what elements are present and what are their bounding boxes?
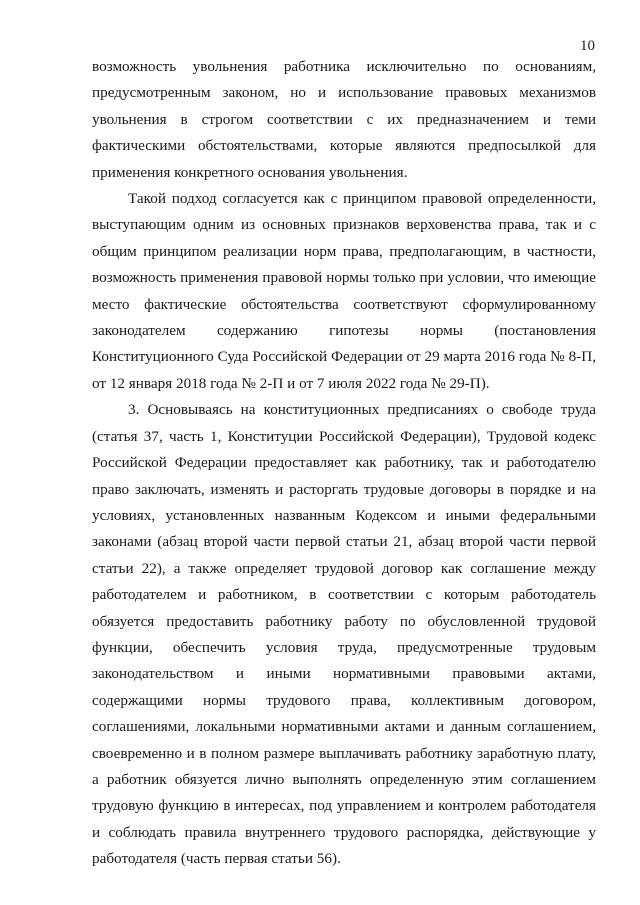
document-body: [92, 54, 596, 873]
paragraph-section-3: 3. Основываясь на конституционных предписаниях о свободе труда (статья 37, часть 1, Конституции Российской Федерации), Трудовой кодекс Российской Федерации предоставляет как работнику, так и работодателю право заключать, изменять и расторгать трудовые договоры в порядке и на условиях, установленных названным Кодексом и иными федеральными законами (абзац второй части первой статьи 21, абзац второй части первой статьи 22), а также определяет трудовой договор как соглашение между работодателем и работником, в соответствии с которым работодатель обязуется предоставить работнику работу по обусловленной трудовой функции, обеспечить условия труда, предусмотренные трудовым законодательством и иными нормативными правовыми актами, содержащими нормы трудового права, коллективным договором, соглашениями, локальными нормативными актами и данным соглашением, своевременно и в полном размере выплачивать работнику заработную плату, а работник обязуется лично выполнять определенную этим соглашением трудовую функцию в интересах, под управлением и контролем работодателя и соблюдать правила внутреннего трудового распорядка, действующие у работодателя (часть первая статьи 56).: [92, 401, 596, 868]
paragraph-legal-certainty: Такой подход согласуется как с принципом правовой определенности, выступающим одним из основных признаков верховенства права, так и с общим принципом реализации норм права, предполагающим, в частности, возможность применения правовой нормы только при условии, что имеющие место фактические обстоятельства соответствуют сформулированному законодателем содержанию гипотезы нормы (постановления Конституционного Суда Российской Федерации от 29 марта 2016 года № 8-П, от 12 января 2018 года № 2-П и от 7 июля 2022 года № 29-П).: [92, 190, 596, 392]
paragraph-continuation: возможность увольнения работника исключительно по основаниям, предусмотренным законом, но и использование правовых механизмов увольнения в строгом соответствии с их предназначением и теми фактическими обстоятельствами, которые являются предпосылкой для применения конкретного основания увольнения.: [92, 58, 596, 181]
page-number: 10: [580, 38, 595, 54]
